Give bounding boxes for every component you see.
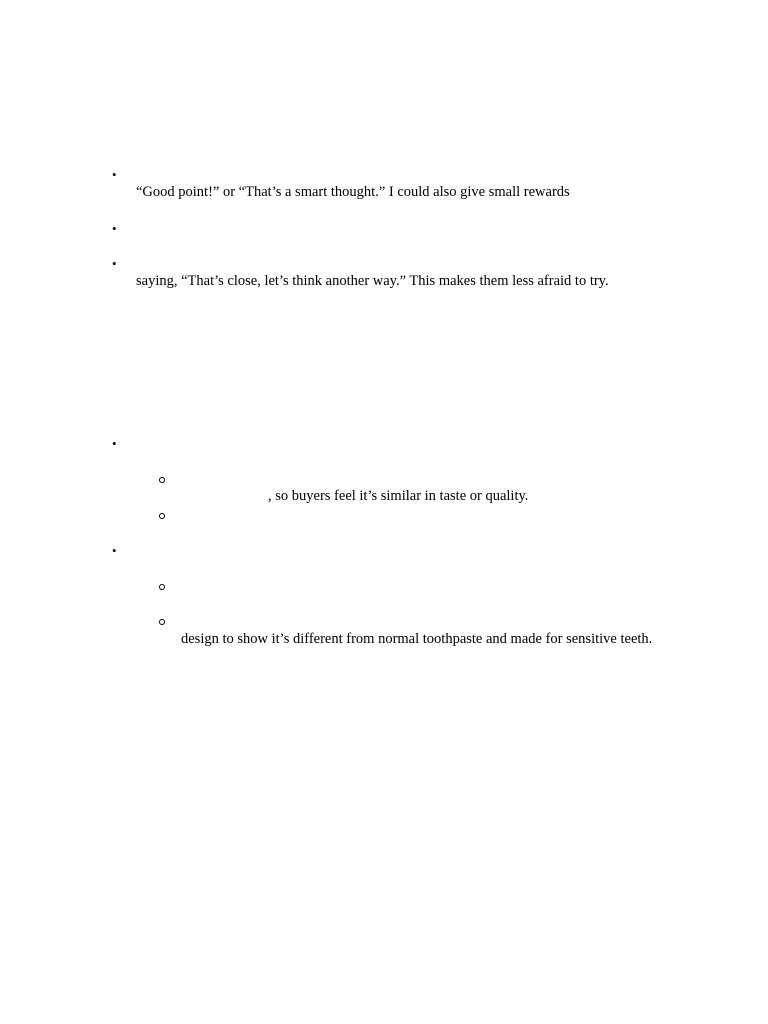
sub-bullet-circle-2 (159, 513, 165, 519)
text-design: design to show it’s different from normal toothpaste and made for sensitive teeth. (181, 631, 653, 647)
text-good-point: “Good point!” or “That’s a smart thought.” I could also give small rewards (136, 184, 570, 200)
bullet-3: • (112, 256, 117, 271)
text-saying: saying, “That’s close, let’s think another way.” This makes them less afraid to try. (136, 273, 609, 289)
sub-bullet-circle-1 (159, 477, 165, 483)
sub-bullet-circle-4 (159, 619, 165, 625)
bullet-5: • (112, 543, 117, 558)
bullet-1: • (112, 167, 117, 182)
sub-bullet-circle-3 (159, 584, 165, 590)
bullet-4: • (112, 436, 117, 451)
text-buyers: , so buyers feel it’s similar in taste or quality. (268, 488, 529, 504)
bullet-2: • (112, 221, 117, 236)
